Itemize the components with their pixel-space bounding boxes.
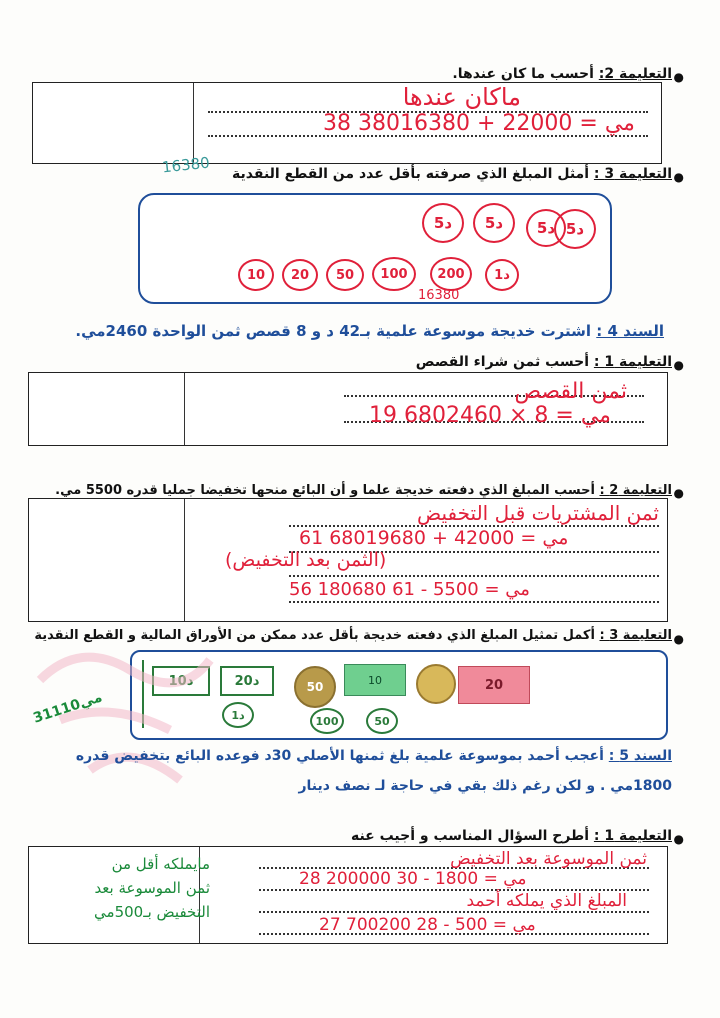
banknote-10d: 10د <box>152 666 210 696</box>
box-divider <box>193 83 194 163</box>
dotted-line <box>289 575 659 577</box>
answer-box-s4-i1 <box>28 372 668 446</box>
sanad-5 <box>76 748 672 764</box>
s4-instruction-2 <box>55 483 672 498</box>
dotted-line <box>259 911 649 913</box>
handwritten-answer: المبلغ الذي يملكه أحمد <box>466 891 627 911</box>
sanad-text: اشترت خديجة موسوعة علمية بـ42 د و 8 قصص ثمن الواحدة 2460مي. <box>75 322 592 340</box>
instruction-3-heading <box>232 166 672 182</box>
dotted-line <box>289 601 659 603</box>
instruction-text: أمثل المبلغ الذي صرفته بأقل عدد من القطع النقدية <box>232 166 590 182</box>
instruction-text: أحسب ما كان عندها. <box>452 66 594 82</box>
bullet: ● <box>673 486 684 500</box>
coin-100: 100 <box>310 708 344 734</box>
handwritten-answer: 27 700مي = 500 - 28 200 <box>319 915 536 935</box>
bullet: ● <box>673 70 684 84</box>
question-line: ثمن الموسوعة بعد <box>94 879 210 897</box>
coin-10: 10 <box>238 259 274 291</box>
coin-1d: 1د <box>485 259 519 291</box>
instruction-text: أحسب ثمن شراء القصص <box>415 354 590 370</box>
handwritten-answer: ثمن المشتريات قبل التخفيض <box>416 501 659 525</box>
coin-50-image: 50 <box>294 666 336 708</box>
bullet: ● <box>673 358 684 372</box>
instruction-label: التعليمة 2 : <box>599 483 672 498</box>
coin-50: 50 <box>326 259 364 291</box>
side-total: 31110مي <box>31 689 105 727</box>
instruction-label: التعليمة 2: <box>598 66 672 82</box>
handwritten-answer: (الثمن بعد التخفيض) <box>225 549 387 571</box>
instruction-text: أكمل تمثيل المبلغ الذي دفعته خديجة بأقل عدد ممكن من الأوراق المالية و القطع النقدية <box>34 628 595 643</box>
box-divider <box>184 373 185 445</box>
instruction-label: التعليمة 1 : <box>593 828 672 844</box>
coin-5d: 5د <box>526 209 566 247</box>
banknote-20-image: 20 <box>458 666 530 704</box>
coin-gold-icon <box>416 664 456 704</box>
handwritten-answer: 19 680مي = 8 × 2460 <box>369 403 611 428</box>
banknote-10-image: 10 <box>344 664 406 696</box>
instruction-label: التعليمة 1 : <box>593 354 672 370</box>
handwritten-answer: ثمن القصص <box>514 379 627 404</box>
handwritten-answer: 38 380مي = 22000 + 16380 <box>323 111 635 136</box>
handwritten-question <box>60 852 210 924</box>
coin-200: 200 <box>430 257 472 291</box>
sanad-label: السند 4 : <box>596 322 664 340</box>
sanad-label: السند 5 : <box>608 748 672 764</box>
side-note: 16380 <box>161 153 211 177</box>
s5-instruction-1 <box>351 828 672 844</box>
bullet: ● <box>673 832 684 846</box>
question-line: مايملكه أقل من <box>111 855 210 873</box>
coins-total: 16380 <box>418 288 460 303</box>
instruction-2-heading <box>452 66 672 82</box>
banknote-20d: 20د <box>220 666 274 696</box>
coin-100: 100 <box>372 257 416 291</box>
coin-50: 50 <box>366 708 398 734</box>
s4-instruction-1 <box>416 354 672 370</box>
handwritten-answer: 28 200مي = 1800 - 30 000 <box>299 869 527 889</box>
coin-5d: 5د <box>554 209 596 249</box>
bullet: ● <box>673 170 684 184</box>
instruction-label: التعليمة 3 : <box>593 166 672 182</box>
coin-1d: 1د <box>222 702 254 728</box>
handwritten-answer: 61 680مي = 42000 + 19680 <box>299 527 569 549</box>
coin-5d: 5د <box>473 203 515 243</box>
sanad-4 <box>75 322 664 340</box>
question-line: التخفيض بـ500مي <box>94 903 210 921</box>
coins-frame <box>138 193 612 304</box>
bullet: ● <box>673 632 684 646</box>
answer-box-i2 <box>32 82 662 164</box>
coin-5d: 5د <box>422 203 464 243</box>
handwritten-answer: ماكان عندها <box>402 83 521 111</box>
sanad-5-line2: 1800مي . و لكن رغم ذلك بقي في حاجة لـ نصف دينار <box>298 778 672 794</box>
pink-scribble-icon <box>20 600 220 820</box>
instruction-label: التعليمة 3 : <box>599 628 672 643</box>
instruction-text: أطرح السؤال المناسب و أجيب عنه <box>350 828 590 844</box>
instruction-text: أحسب المبلغ الذي دفعته خديجة علما و أن البائع منحها تخفيضا جمليا قدره 5500 مي. <box>55 483 595 498</box>
handwritten-answer: ثمن الموسوعة بعد التخفيض <box>450 849 647 869</box>
coin-20: 20 <box>282 259 318 291</box>
handwritten-answer: 56 180مي = 5500 - 61 680 <box>289 579 530 600</box>
sanad-text: أعجب أحمد بموسوعة علمية بلغ ثمنها الأصلي 30د فوعده البائع بتخفيض قدره <box>75 748 604 764</box>
